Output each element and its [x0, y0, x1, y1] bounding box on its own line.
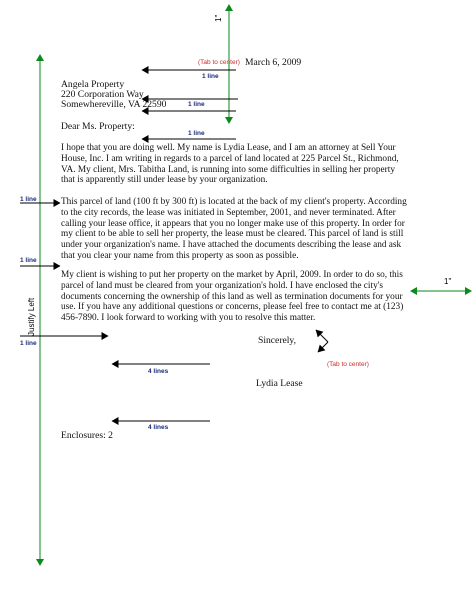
recipient-city-state-zip: Somewhereville, VA 22590 — [61, 99, 167, 110]
signature-name: Lydia Lease — [256, 378, 303, 389]
arrow-tab-sincerely — [316, 330, 328, 342]
one-line-label-2: 1 line — [188, 101, 205, 108]
one-line-label-6: 1 line — [20, 340, 37, 347]
four-lines-label-2: 4 lines — [148, 424, 169, 431]
body-paragraph-3: My client is wishing to put her property on the market by April, 2009. In order to do so, this parcel of land must be cleared from your organization's hold. I have enclosed the city's documents concerning the ownership of this land as well as termination documents for your use. If you have any additional questions or concerns, please feel free to contact me at (123) 456-7890. I look forward to working with you to resolve this matter. — [61, 270, 404, 324]
enclosures: Enclosures: 2 — [61, 430, 113, 441]
tab-to-center-date-label: (Tab to center) — [198, 59, 240, 66]
four-lines-label-1: 4 lines — [148, 368, 169, 375]
letter-date: March 6, 2009 — [245, 57, 302, 68]
one-line-label-4: 1 line — [20, 196, 37, 203]
right-margin-label: 1" — [444, 277, 452, 286]
tab-to-center-closing-label: (Tab to center) — [327, 361, 369, 368]
salutation: Dear Ms. Property: — [61, 121, 135, 132]
recipient-name: Angela Property — [61, 79, 125, 90]
one-line-label-1: 1 line — [202, 73, 219, 80]
body-paragraph-1: I hope that you are doing well. My name is Lydia Lease, and I am an attorney at Sell Your House, Inc. I am writing in regards to a parcel of land located at 225 Parcel St., Richmond, VA. My client, Mrs. Tabitha Land, is running into some difficulties in selling her property that is apparently still under lease by your organization. — [61, 143, 399, 186]
recipient-street: 220 Corporation Way — [61, 89, 144, 100]
closing: Sincerely, — [258, 335, 297, 346]
top-margin-label: 1" — [214, 14, 223, 22]
arrow-tab-signature — [318, 342, 328, 352]
justify-left-label: Justify Left — [27, 297, 36, 336]
body-paragraph-2: This parcel of land (100 ft by 300 ft) is located at the back of my client's property. According to the city records, the lease was initiated in September, 2001, and never terminated. After calling your lease office, it appears that you no longer make use of this property. In order for my client to be able to sell her property, the lease must be cleared. This parcel of land is still under your organization's name. I have attached the documents describing the lease and ask that you clear your name from this property as soon as possible. — [61, 197, 407, 261]
one-line-label-5: 1 line — [20, 257, 37, 264]
one-line-label-3: 1 line — [188, 130, 205, 137]
